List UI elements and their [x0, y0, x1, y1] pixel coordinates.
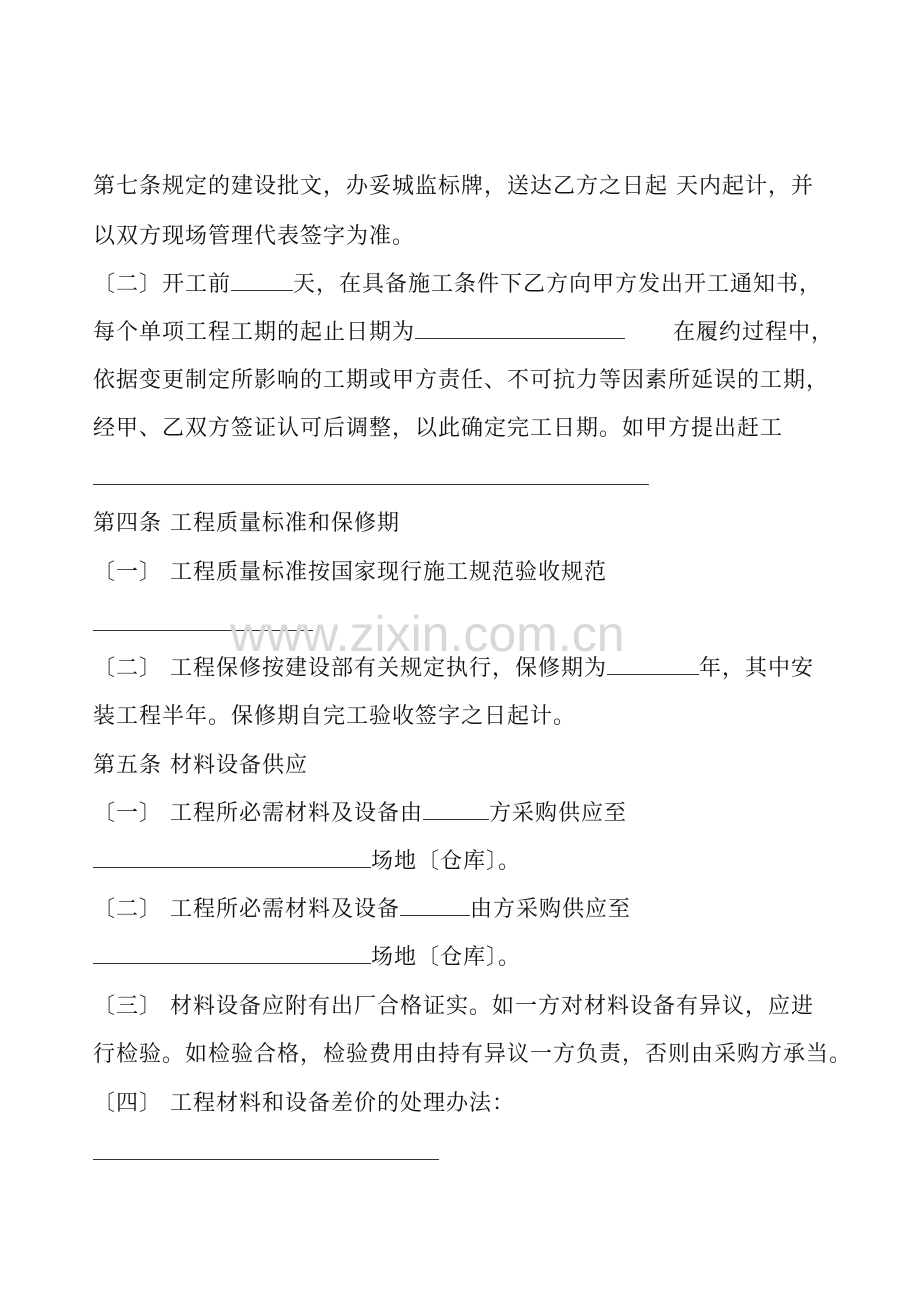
text-line: [93, 943, 521, 973]
text-segment: 方采购供应至: [489, 801, 628, 826]
section-heading: 第四条 工程质量标准和保修期: [93, 511, 400, 536]
text-segment: 〔二〕 工程所必需材料及设备: [93, 897, 400, 922]
text-line: 以双方现场管理代表签字为准。: [93, 224, 416, 249]
text-segment: 在履约过程中，: [673, 320, 835, 345]
fill-blank: [93, 1159, 439, 1160]
text-line: [93, 270, 822, 300]
text-line: 〔一〕 工程质量标准按国家现行施工规范验收规范: [93, 560, 607, 585]
text-segment: 每个单项工程工期的起止日期为: [93, 320, 416, 345]
text-line: 经甲、乙双方签证认可后调整，以此确定完工日期。如甲方提出赶工: [93, 416, 784, 441]
text-line: [93, 895, 631, 925]
fill-blank: [415, 318, 625, 339]
text-line: [93, 318, 834, 348]
text-line: 第七条规定的建设批文，办妥城监标牌，送达乙方之日起 天内起计，并: [93, 174, 814, 199]
fill-blank: [423, 799, 489, 820]
fill-blank: [400, 895, 470, 916]
text-segment: 〔二〕开工前: [93, 272, 232, 297]
fill-blank: [93, 484, 649, 485]
watermark: www.zixin.com.cn: [230, 606, 625, 662]
text-segment: 场地〔仓库〕。: [371, 945, 522, 970]
section-heading: 第五条 材料设备供应: [93, 753, 308, 778]
text-line: [93, 799, 627, 829]
fill-blank: [93, 943, 371, 964]
text-line: 〔三〕 材料设备应附有出厂合格证实。如一方对材料设备有异议，应进: [93, 994, 814, 1019]
text-line: 装工程半年。保修期自完工验收签字之日起计。: [93, 704, 577, 729]
text-line: 行检验。如检验合格，检验费用由持有异议一方负责，否则由采购方承当。: [93, 1042, 853, 1067]
text-line: 依据变更制定所影响的工期或甲方责任、不可抗力等因素所延误的工期，: [93, 368, 830, 393]
text-segment: 场地〔仓库〕。: [371, 849, 522, 874]
text-segment: 〔一〕 工程所必需材料及设备由: [93, 801, 423, 826]
text-segment: 天，在具备施工条件下乙方向甲方发出开工通知书，: [293, 272, 823, 297]
text-segment: 由方采购供应至: [470, 897, 632, 922]
text-line: [93, 847, 521, 877]
text-segment: 年，其中安: [699, 656, 815, 681]
fill-blank: [231, 270, 293, 291]
text-line: 〔四〕 工程材料和设备差价的处理办法：: [93, 1091, 515, 1116]
fill-blank: [93, 847, 371, 868]
text-segment: 〔二〕 工程保修按建设部有关规定执行，保修期为: [93, 656, 607, 681]
